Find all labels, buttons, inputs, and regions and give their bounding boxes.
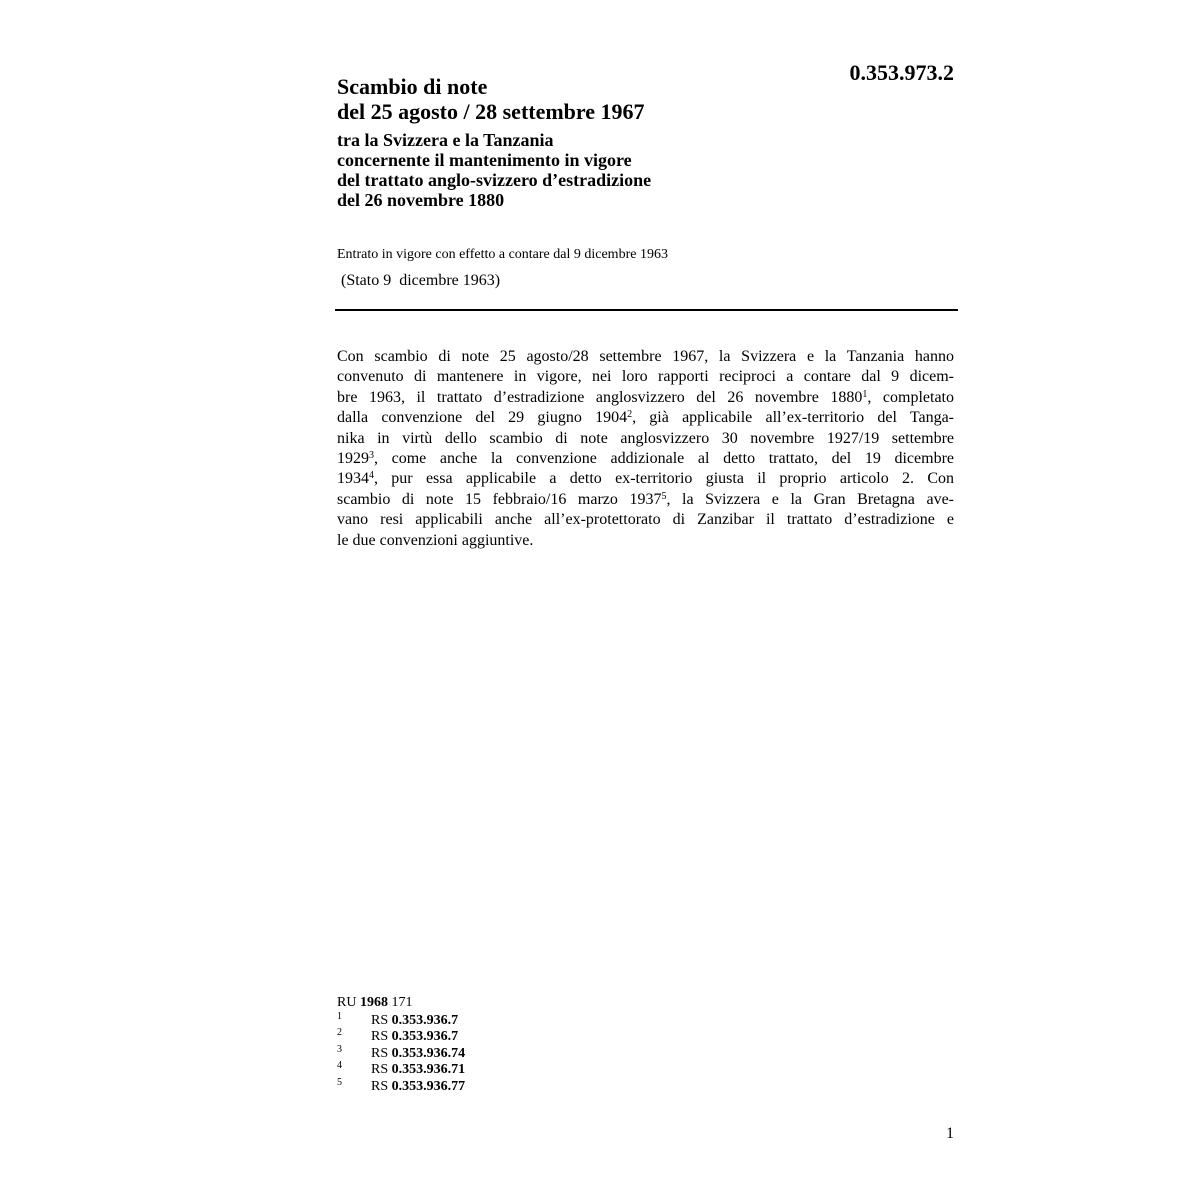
ru-year: 1968 xyxy=(359,995,388,1010)
body-line: convenuto di mantenere in vigore, nei loro rapporti reciproci a contare dal 9 dicem- xyxy=(337,368,954,386)
footnote-text: RS 0.353.936.71 xyxy=(371,1062,466,1078)
body-paragraph xyxy=(337,347,954,551)
footnote-link[interactable]: 0.353.936.77 xyxy=(391,1078,466,1094)
footnote-text: RS 0.353.936.7 xyxy=(371,1013,459,1028)
page-number: 1 xyxy=(946,1125,954,1142)
ru-page: 171 xyxy=(391,995,413,1010)
body-line: dalla convenzione del 29 giugno 1904$^2$, già applicabile all’ex-territorio del Tanga- xyxy=(337,409,955,427)
body-line: scambio di note 15 febbraio/16 marzo 1937$^5$, la Svizzera e la Gran Bretagna ave- xyxy=(337,490,954,508)
subtitle-line: del 26 novembre 1880 xyxy=(337,190,505,210)
body-line: 1934$^4$, pur essa applicabile a detto ex-territorio giusta il proprio articolo 2. Con xyxy=(337,470,954,488)
body-line: nika in virtù dello scambio di note anglosvizzero 30 novembre 1927/19 settembre xyxy=(337,429,954,447)
footnote-number: 4 xyxy=(337,1060,342,1072)
footnote-number: 1 xyxy=(337,1011,342,1022)
document-title xyxy=(337,74,645,124)
ru-reference xyxy=(337,994,412,1011)
subtitle-line: del trattato anglo-svizzero d’estradizione xyxy=(337,170,652,190)
body-line: Con scambio di note 25 agosto/28 settembre 1967, la Svizzera e la Tanzania hanno xyxy=(337,348,954,365)
footnote-ref[interactable]: 1 xyxy=(862,388,868,400)
subtitle-line: tra la Svizzera e la Tanzania xyxy=(337,130,554,150)
footnote-ref[interactable]: 4 xyxy=(369,470,374,482)
footnote-link[interactable]: 0.353.936.74 xyxy=(391,1045,466,1061)
entry-into-force: Entrato in vigore con effetto a contare dal 9 dicembre 1963 xyxy=(337,247,668,262)
footnote-text: RS 0.353.936.77 xyxy=(371,1078,466,1094)
body-line: vano resi applicabili anche all’ex-protettorato di Zanzibar il trattato d’estradizione e xyxy=(337,511,954,529)
body-line: 1929$^3$, come anche la convenzione addizionale al detto trattato, del 19 dicembre xyxy=(337,450,954,468)
footnote-number: 2 xyxy=(337,1027,342,1039)
footnote-number: 5 xyxy=(337,1076,342,1088)
status-date: (Stato 9 dicembre 1963) xyxy=(341,272,501,289)
subtitle-line: concernente il mantenimento in vigore xyxy=(337,150,632,170)
sr-number: 0.353.973.2 xyxy=(849,60,954,85)
footnote-link[interactable]: 0.353.936.7 xyxy=(391,1013,459,1028)
footnote-number: 3 xyxy=(337,1043,342,1055)
body-line: bre 1963, il trattato d’estradizione anglosvizzero del 26 novembre 1880$^1$, completato xyxy=(337,388,954,406)
title-line: del 25 agosto / 28 settembre 1967 xyxy=(337,99,645,124)
footnote-ref[interactable]: 3 xyxy=(369,450,374,462)
footnote-ref[interactable]: 2 xyxy=(627,409,633,421)
title-line: Scambio di note xyxy=(337,74,488,99)
document-subtitle xyxy=(337,130,651,210)
body-line: le due convenzioni aggiuntive. xyxy=(337,531,534,549)
header-divider xyxy=(335,309,958,311)
footnote-link[interactable]: 0.353.936.7 xyxy=(391,1029,459,1045)
footnote-link[interactable]: 0.353.936.71 xyxy=(391,1062,466,1078)
footnote-text: RS 0.353.936.7 xyxy=(371,1029,459,1045)
footnote-text: RS 0.353.936.74 xyxy=(371,1045,466,1061)
ru-prefix: RU xyxy=(337,995,357,1010)
footnote-ref[interactable]: 5 xyxy=(661,490,667,502)
